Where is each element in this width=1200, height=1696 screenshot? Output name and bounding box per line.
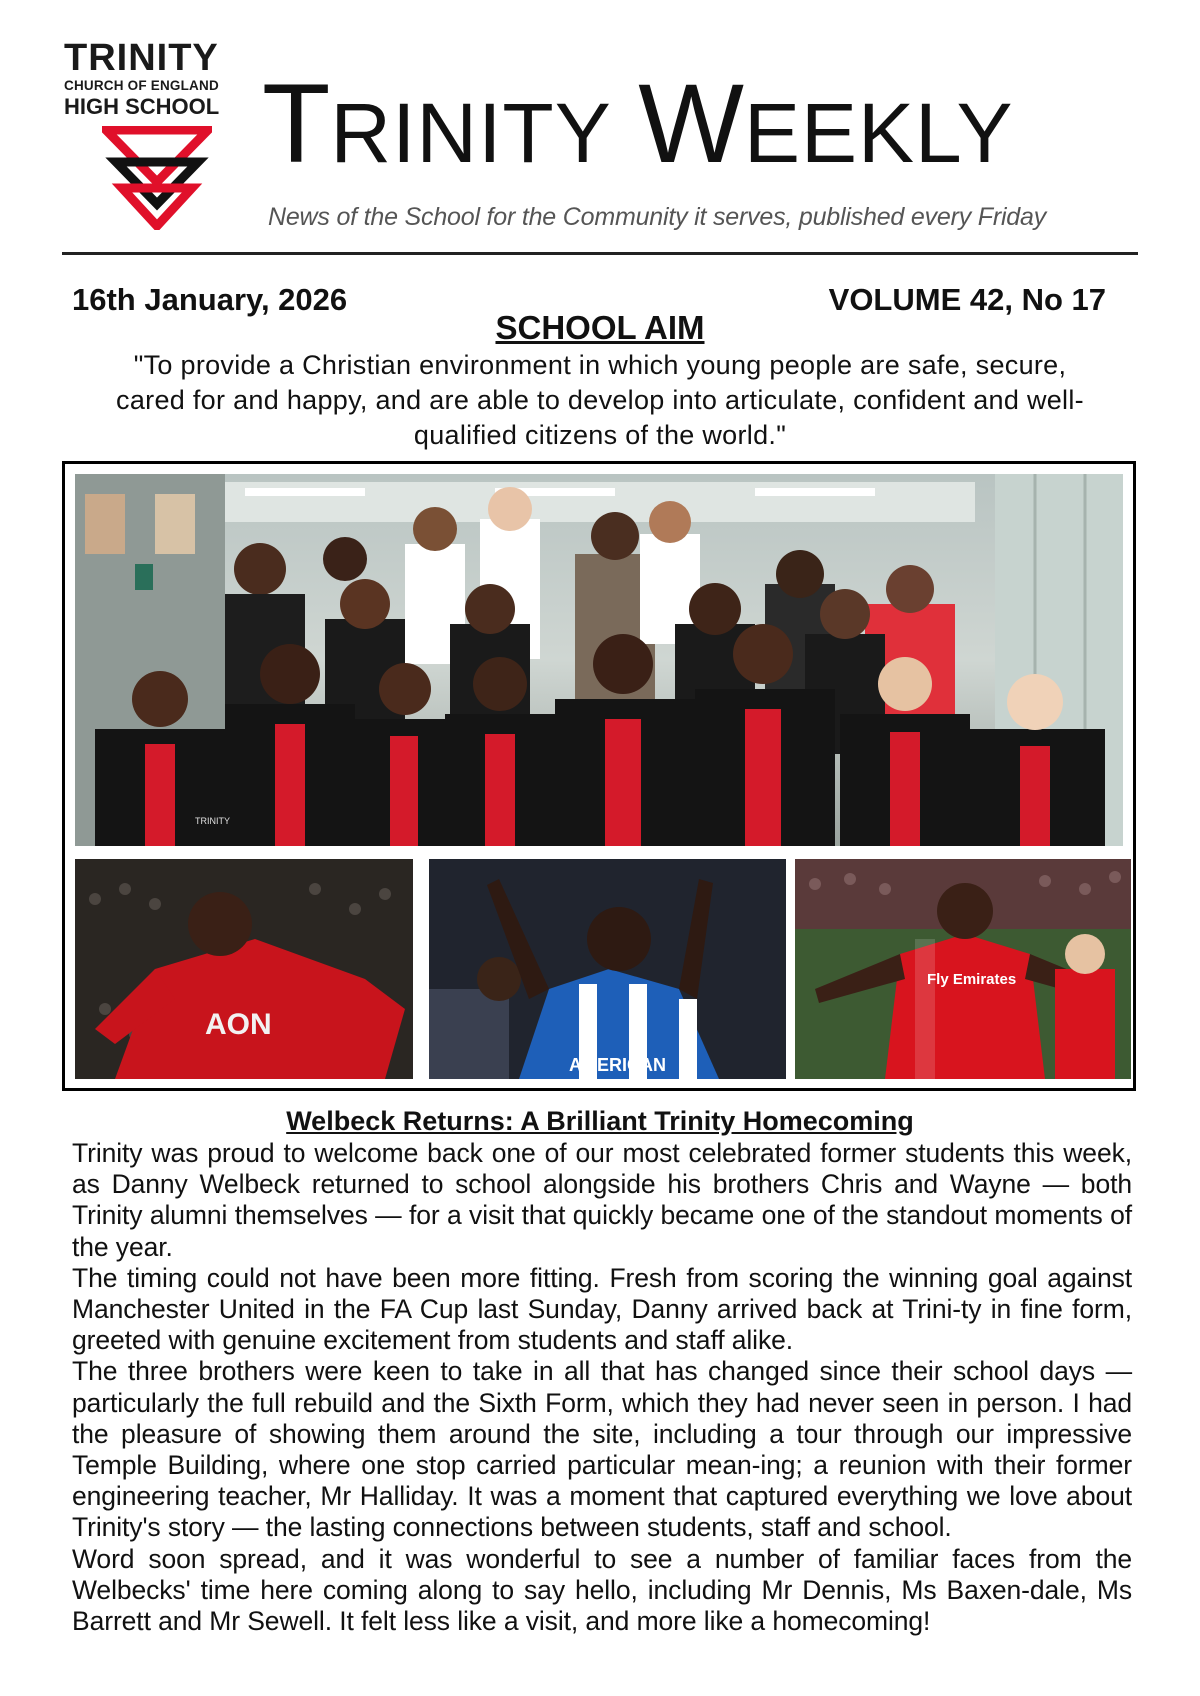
school-aim-heading: SCHOOL AIM <box>495 309 705 346</box>
sponsor-aon-text: AON <box>205 1008 272 1041</box>
logo-line-school: HIGH SCHOOL <box>64 94 220 119</box>
sponsor-emirates-text: Fly Emirates <box>927 971 1017 988</box>
title-initial-w: W <box>638 61 744 186</box>
title-rest-rinity: RINITY <box>330 86 612 180</box>
issue-date: 16th January, 2026 <box>72 282 348 317</box>
photo-welbeck-celebrating <box>795 859 1131 1079</box>
title-word-trinity <box>262 61 612 186</box>
photo-welbeck-red-kit <box>75 859 413 1079</box>
title-word-weekly <box>638 61 1014 186</box>
masthead-divider <box>62 252 1138 255</box>
article-body <box>72 1138 1132 1637</box>
sponsor-american-text: AMERICAN <box>569 1055 666 1075</box>
article-paragraph: The timing could not have been more fitting. Fresh from scoring the winning goal against Manchester United in the FA Cup last Sunday, Danny arrived back at Trini-ty in fine form, greeted with genuine excitement from students and staff alike. <box>72 1262 1132 1356</box>
group-photo-students <box>75 474 1123 846</box>
photo-collage <box>62 461 1136 1091</box>
school-logo <box>64 38 254 230</box>
triangles-emblem-icon <box>102 126 212 230</box>
article-headline: Welbeck Returns: A Brilliant Trinity Homecoming <box>286 1106 914 1136</box>
article-paragraph: The three brothers were keen to take in all that has changed since their school days — particularly the full rebuild and the Sixth Form, which they had never seen in person. I had the pleasure of showing them around the site, including a tour through our impressive Temple Building, where one stop carried particular mean-ing; a reunion with their former engineering teacher, Mr Halliday. It was a moment that captured everything we love about Trinity's story — the lasting connections between students, staff and school. <box>72 1356 1132 1543</box>
logo-line-trinity: TRINITY <box>64 37 219 79</box>
photo-welbeck-pointing <box>429 859 786 1079</box>
title-initial-t: T <box>262 61 331 186</box>
blazer-badge-text: TRINITY <box>195 816 230 826</box>
school-aim-text: "To provide a Christian environment in which young people are safe, secure, cared for and happy, and are able to develop into articulate, confident and well-qualified citizens of the world." <box>116 350 1084 450</box>
article-paragraph: Trinity was proud to welcome back one of our most celebrated former students this week, as Danny Welbeck returned to school alongside his brothers Chris and Wayne — both Trinity alumni themselves — for a visit that quickly became one of the standout moments of the year. <box>72 1138 1132 1262</box>
article-paragraph: Word soon spread, and it was wonderful to see a number of familiar faces from the Welbecks' time here coming along to say hello, including Mr Dennis, Ms Baxen-dale, Ms Barrett and Mr Sewell. It felt less like a visit, and more like a homecoming! <box>72 1543 1132 1637</box>
issue-volume: VOLUME 42, No 17 <box>828 282 1106 317</box>
logo-line-church: CHURCH OF ENGLAND <box>64 78 219 93</box>
tagline: News of the School for the Community it serves, published every Friday <box>268 203 1047 231</box>
newsletter-title <box>262 61 1142 186</box>
title-rest-eekly: EEKLY <box>743 86 1014 180</box>
